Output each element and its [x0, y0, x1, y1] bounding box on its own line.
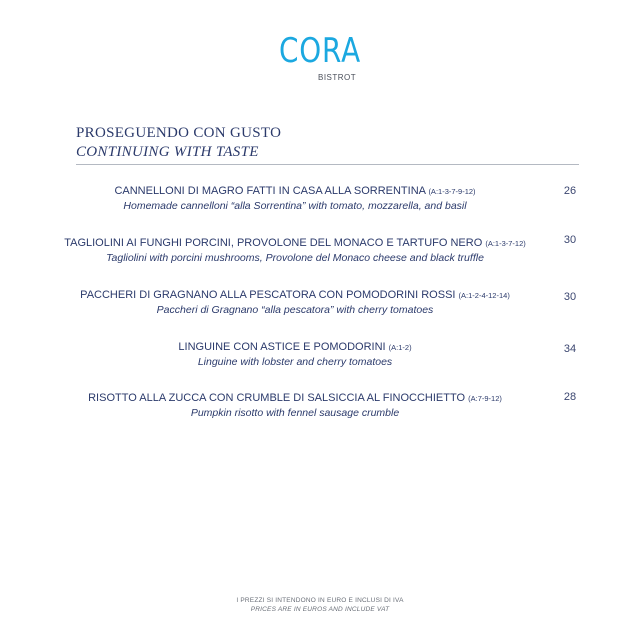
- footer-note-italian: I PREZZI SI INTENDONO IN EURO E INCLUSI DI IVA: [236, 597, 404, 604]
- dish-name: PACCHERI DI GRAGNANO ALLA PESCATORA CON POMODORINI ROSSI (A:1-2-4-12-14): [80, 289, 510, 301]
- section-title-english: CONTINUING WITH TASTE: [76, 144, 259, 160]
- allergen-codes: (A:7-9-12): [468, 394, 502, 403]
- menu-item: [60, 391, 530, 420]
- allergen-codes: (A:1-2): [388, 343, 412, 352]
- section-header: [76, 124, 281, 162]
- dish-price: 30: [563, 234, 577, 246]
- menu-item: [60, 184, 530, 213]
- footer-note-english: PRICES ARE IN EUROS AND INCLUDE VAT: [250, 606, 390, 613]
- allergen-codes: (A:1-3-7-9-12): [428, 187, 476, 196]
- dish-price: 28: [563, 391, 577, 403]
- dish-price: 30: [563, 291, 577, 303]
- section-title-italian: PROSEGUENDO CON GUSTO: [76, 125, 282, 141]
- dish-name: CANNELLONI DI MAGRO FATTI IN CASA ALLA SORRENTINA (A:1-3-7-9-12): [114, 185, 476, 197]
- dish-description: Tagliolini with porcini mushrooms, Provolone del Monaco cheese and black truffle: [106, 252, 484, 264]
- section-divider: [76, 164, 579, 165]
- logo-subtitle: BISTROT: [318, 73, 357, 82]
- dish-price: 26: [563, 185, 577, 197]
- dish-description: Linguine with lobster and cherry tomatoes: [197, 356, 393, 368]
- menu-item: [60, 340, 530, 369]
- dish-price: 34: [563, 343, 577, 355]
- dish-name: TAGLIOLINI AI FUNGHI PORCINI, PROVOLONE DEL MONACO E TARTUFO NERO (A:1-3-7-12): [64, 237, 526, 249]
- menu-item: [60, 288, 530, 317]
- menu-item: [60, 236, 530, 265]
- allergen-codes: (A:1-3-7-12): [485, 239, 526, 248]
- footer-note: [0, 596, 640, 614]
- brand-logo: [0, 31, 640, 82]
- dish-description: Homemade cannelloni “alla Sorrentina” with tomato, mozzarella, and basil: [123, 200, 467, 212]
- allergen-codes: (A:1-2-4-12-14): [458, 291, 510, 300]
- dish-name: LINGUINE CON ASTICE E POMODORINI (A:1-2): [178, 341, 412, 353]
- dish-description: Pumpkin risotto with fennel sausage crumble: [190, 407, 400, 419]
- dish-name: RISOTTO ALLA ZUCCA CON CRUMBLE DI SALSICCIA AL FINOCCHIETTO (A:7-9-12): [88, 392, 502, 404]
- dish-description: Paccheri di Gragnano “alla pescatora” with cherry tomatoes: [156, 304, 434, 316]
- logo-name: CORA: [278, 31, 361, 71]
